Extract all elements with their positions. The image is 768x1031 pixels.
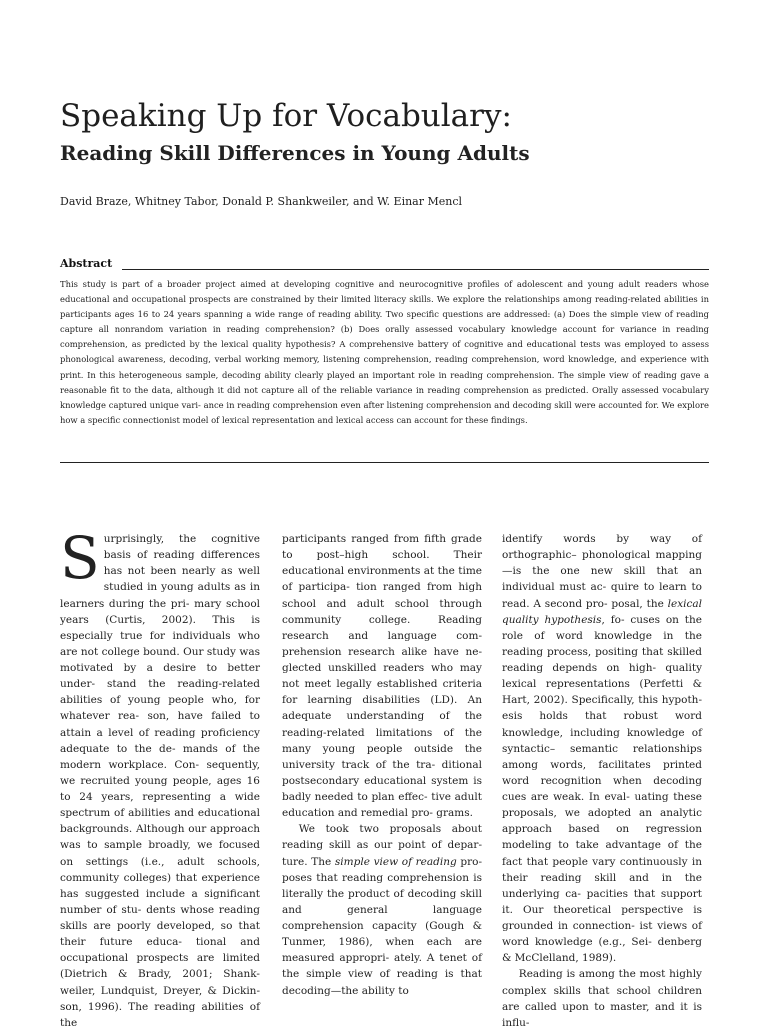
abstract-bottom-rule: [60, 462, 709, 463]
paper-title: Speaking Up for Vocabulary:: [60, 98, 512, 134]
italic-term: lexical quality hypothesis: [502, 597, 702, 626]
drop-cap: S: [60, 524, 100, 592]
paragraph-text: pro- poses that reading comprehension is literally the product of decoding skill and general language comprehension capacity (Gough & Tunmer, 1986), when each are measured appropri- ately. A tenet of the simple view of reading is that decoding—the ability to: [282, 855, 482, 997]
abstract-text: This study is part of a broader project aimed at developing cognitive and neurocognitive profiles of adolescent and young adult readers whose educational and occupational prospects are constrained by their limited literacy skills. We explore the relationships among reading-related abilities in participants ages 16 to 24 years spanning a wide range of reading ability. Two specific questions are addressed: (a) Does the simple view of reading capture all nonrandom variation in reading comprehension? (b) Does orally assessed vocabulary knowledge account for variance in reading comprehension, as predicted by the lexical quality hypothesis? A comprehensive battery of cognitive and educational tests was employed to assess phonological awareness, decoding, verbal working memory, listening comprehension, reading comprehension, word knowledge, and experience with print. In this heterogeneous sample, decoding ability clearly played an important role in reading comprehension. The simple view of reading gave a reasonable fit to the data, although it did not capture all of the reliable variance in reading comprehension as predicted. Orally assessed vocabulary knowledge captured unique vari- ance in reading comprehension even after listening comprehension and decoding skill were accounted for. We explore how a specific connectionist model of lexical representation and lexical access can account for these findings.: [60, 279, 709, 425]
column-3-paragraph-1: [502, 531, 702, 966]
body-column-1: [60, 524, 260, 1029]
column-3-paragraph-2: Reading is among the most highly complex skills that school children are called upon to master, and it is influ-: [502, 968, 702, 1029]
abstract-top-rule: [122, 269, 709, 270]
column-2-paragraph-2: [282, 821, 482, 998]
body-column-2: [282, 531, 482, 997]
abstract-heading: Abstract: [60, 257, 113, 270]
paper-subtitle: Reading Skill Differences in Young Adults: [60, 141, 530, 165]
paragraph-text: identify words by way of orthographic– phonological mapping —is the one new skill that an individual must ac- quire to learn to read. A second pro- posal, the: [502, 533, 702, 610]
column-1-text: urprisingly, the cognitive basis of reading differences has not been nearly as well studied in young adults as in learners during the pri- mary school years (Curtis, 2002). This is especially true for individuals who are not college bound. Our study was motivated by a desire to better under- stand the reading-related abilities of young people who, for whatever rea- son, have failed to attain a level of reading proficiency adequate to the de- mands of the modern workplace. Con- sequently, we recruited young people, ages 16 to 24 years, representing a wide spectrum of abilities and educational backgrounds. Although our approach was to sample broadly, we focused on settings (i.e., adult schools, community colleges) that experience has suggested include a significant number of stu- dents whose reading skills are poorly developed, so that their future educa- tional and occupational prospects are limited (Dietrich & Brady, 2001; Shank- weiler, Lundquist, Dreyer, & Dickin- son, 1996). The reading abilities of the: [60, 533, 260, 1029]
body-column-3: [502, 531, 702, 1029]
column-2-paragraph-1: participants ranged from fifth grade to post–high school. Their educational environments at the time of participa- tion ranged from high school and adult school through community college. Reading research and language com- prehension research alike have ne- glected unskilled readers who may not meet legally established criteria for learning disabilities (LD). An adequate understanding of the reading-related limitations of the many young people outside the university track of the tra- ditional postsecondary educational system is badly needed to plan effec- tive adult education and remedial pro- grams.: [282, 533, 482, 820]
paragraph-text: We took two proposals about reading skill as our point of depar- ture. The: [282, 823, 482, 868]
author-list: David Braze, Whitney Tabor, Donald P. Shankweiler, and W. Einar Mencl: [60, 195, 463, 208]
paragraph-text: , fo- cuses on the role of word knowledge in the reading process, positing that skilled reading depends on high- quality lexical representations (Perfetti & Hart, 2002). Specifically, this hypoth- esis holds that robust word knowledge, including knowledge of syntactic– semantic relationships among words, facilitates printed word recognition when decoding cues are weak. In eval- uating these proposals, we adopted an analytic approach based on regression modeling to take advantage of the fact that people vary continuously in their reading skill and in the underlying ca- pacities that support it. Our theoretical perspective is grounded in connection- ist views of word knowledge (e.g., Sei- denberg & McClelland, 1989).: [502, 613, 702, 965]
italic-term: simple view of reading: [334, 855, 457, 868]
